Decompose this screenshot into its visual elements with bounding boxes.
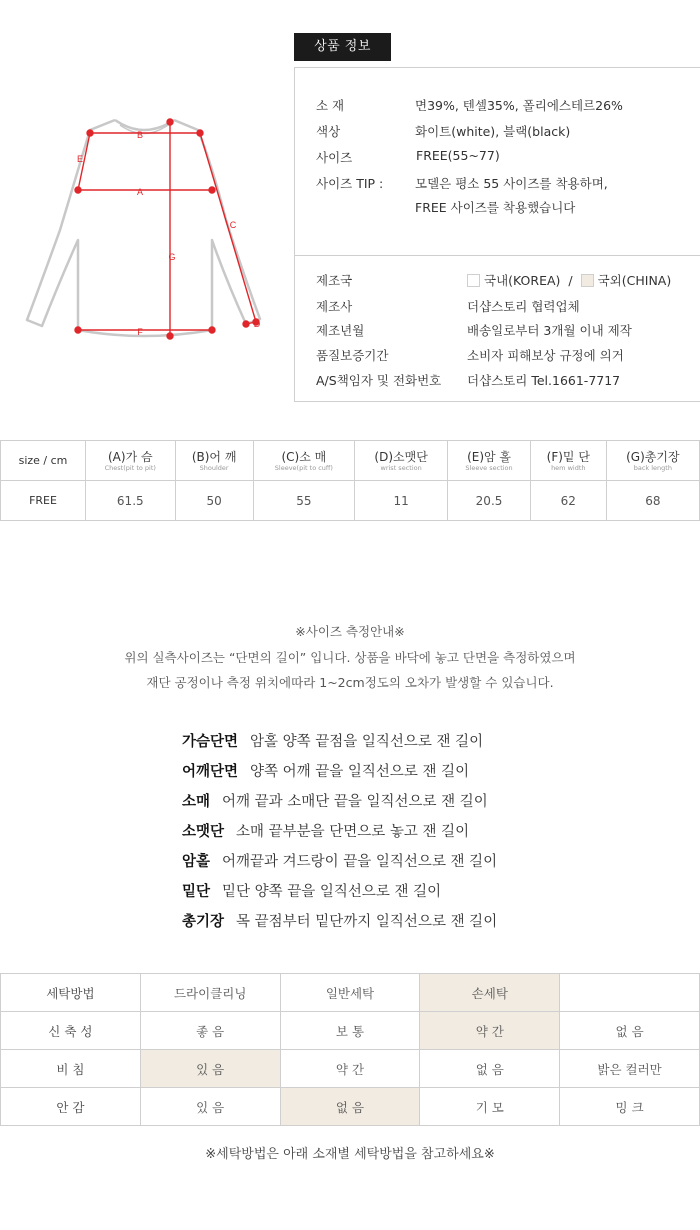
wash-cell: 비 침 <box>1 1050 141 1088</box>
maker-label: 제조사 <box>316 299 353 314</box>
size-col-header <box>86 441 176 481</box>
label-e: E <box>76 154 84 164</box>
notice-line: 재단 공정이나 측정 위치에따라 1~2cm정도의 오차가 발생할 수 있습니다. <box>146 675 554 690</box>
spec-value: 화이트(white), 블랙(black) <box>415 124 571 139</box>
label-d: D <box>253 319 261 329</box>
wash-cell: 없 음 <box>560 1012 700 1050</box>
label-c: C <box>229 220 237 230</box>
definition-desc: 어깨끝과 겨드랑이 끝을 일직선으로 잰 길이 <box>222 854 498 870</box>
size-col-header <box>175 441 253 481</box>
col-subtitle: Chest(pit to pit) <box>104 463 156 472</box>
wash-row <box>1 974 700 1012</box>
wash-row <box>1 1050 700 1088</box>
size-col-header <box>606 441 699 481</box>
col-title: (F)밑 단 <box>546 449 590 464</box>
korea-label: 국내(KOREA) <box>484 273 561 288</box>
maker-value: 더샵스토리 협력업체 <box>467 299 580 314</box>
china-label: 국외(CHINA) <box>597 273 672 288</box>
wash-cell: 있 음 <box>140 1088 280 1126</box>
wash-cell-selected: 없 음 <box>280 1088 420 1126</box>
col-subtitle: Sleeve(pit to cuff) <box>274 463 333 472</box>
spec-label: 색상 <box>316 124 341 139</box>
spec-label: 사이즈 TIP : <box>316 176 384 191</box>
definition-item <box>182 880 497 910</box>
size-name: FREE <box>1 481 86 521</box>
size-header-label: size / cm <box>1 441 86 481</box>
wash-cell: 신 축 성 <box>1 1012 141 1050</box>
origin-label: 제조국 <box>316 273 353 288</box>
measure-labels <box>77 130 261 337</box>
definition-desc: 밑단 양쪽 끝을 일직선으로 잰 길이 <box>222 884 442 900</box>
label-a: A <box>136 187 144 197</box>
label-g: G <box>168 252 176 262</box>
definition-term: 가슴단면 <box>182 734 239 750</box>
size-table <box>0 440 700 521</box>
definition-desc: 목 끝점부터 밑단까지 일직선으로 잰 길이 <box>236 914 498 930</box>
garment-measurement-diagram <box>20 110 280 350</box>
definition-desc: 어깨 끝과 소매단 끝을 일직선으로 잰 길이 <box>222 794 488 810</box>
info-divider <box>295 255 700 256</box>
wash-cell: 기 모 <box>420 1088 560 1126</box>
notice-title: ※사이즈 측정안내※ <box>295 624 405 639</box>
definition-item <box>182 820 497 850</box>
maker-label: A/S책임자 및 전화번호 <box>316 373 442 388</box>
wash-cell <box>560 974 700 1012</box>
wash-cell: 밝은 컬러만 <box>560 1050 700 1088</box>
col-title: (B)어 깨 <box>191 449 237 464</box>
wash-cell: 약 간 <box>280 1050 420 1088</box>
maker-value: 소비자 피해보상 규정에 의거 <box>467 348 624 363</box>
wash-footnote: ※세탁방법은 아래 소재별 세탁방법을 참고하세요※ <box>205 1147 495 1162</box>
section-title: 상품 정보 <box>294 33 391 61</box>
wash-cell-selected: 있 음 <box>140 1050 280 1088</box>
wash-row <box>1 1088 700 1126</box>
spec-value: 모델은 평소 55 사이즈를 착용하며, <box>415 176 608 191</box>
definition-desc: 암홀 양쪽 끝점을 일직선으로 잰 길이 <box>250 734 484 750</box>
wash-cell-selected: 약 간 <box>420 1012 560 1050</box>
size-col-header <box>355 441 448 481</box>
size-col-header <box>530 441 606 481</box>
size-table-header <box>1 441 700 481</box>
wash-cell: 일반세탁 <box>280 974 420 1012</box>
definition-desc: 소매 끝부분을 단면으로 놓고 잰 길이 <box>236 824 470 840</box>
definition-term: 어깨단면 <box>182 764 239 780</box>
definition-desc: 양쪽 어깨 끝을 일직선으로 잰 길이 <box>250 764 470 780</box>
col-title: (G)총기장 <box>626 449 680 464</box>
wash-cell: 세탁방법 <box>1 974 141 1012</box>
spec-label: 사이즈 <box>316 150 353 165</box>
definition-item <box>182 790 497 820</box>
col-subtitle: Sleeve section <box>465 463 513 472</box>
size-col-header <box>253 441 354 481</box>
size-row <box>1 481 700 521</box>
wash-cell: 드라이클리닝 <box>140 974 280 1012</box>
china-checkbox <box>581 274 594 287</box>
korea-checkbox <box>467 274 480 287</box>
col-title: (D)소맷단 <box>374 449 428 464</box>
spec-value: 면39%, 텐셀35%, 폴리에스테르26% <box>415 98 623 113</box>
size-value: 20.5 <box>448 481 531 521</box>
maker-value: 더샵스토리 Tel.1661-7717 <box>467 373 621 388</box>
size-value: 55 <box>253 481 354 521</box>
label-f: F <box>137 327 143 337</box>
definition-term: 총기장 <box>182 914 225 930</box>
size-value: 11 <box>355 481 448 521</box>
col-subtitle: wrist section <box>380 463 422 472</box>
col-subtitle: hem width <box>551 463 586 472</box>
origin-separator: / <box>568 273 573 288</box>
size-col-header <box>448 441 531 481</box>
spec-value: FREE 사이즈를 착용했습니다 <box>415 200 576 215</box>
maker-label: 품질보증기간 <box>316 348 389 363</box>
notice-line: 위의 실측사이즈는 “단면의 길이” 입니다. 상품을 바닥에 놓고 단면을 측정하였으며 <box>124 650 576 665</box>
wash-cell: 없 음 <box>420 1050 560 1088</box>
col-subtitle: back length <box>633 463 672 472</box>
col-subtitle: Shoulder <box>199 463 229 472</box>
size-value: 50 <box>175 481 253 521</box>
measurement-definitions <box>182 730 497 940</box>
wash-cell: 좋 음 <box>140 1012 280 1050</box>
product-info-box <box>294 67 700 402</box>
definition-term: 소매 <box>182 794 211 810</box>
size-value: 62 <box>530 481 606 521</box>
definition-term: 소맷단 <box>182 824 225 840</box>
wash-row <box>1 1012 700 1050</box>
maker-value: 배송일로부터 3개월 이내 제작 <box>467 323 632 338</box>
definition-term: 밑단 <box>182 884 211 900</box>
definition-item <box>182 910 497 940</box>
garment-outline <box>27 120 260 336</box>
wash-table <box>0 973 700 1126</box>
spec-label: 소 재 <box>316 98 345 113</box>
size-value: 68 <box>606 481 699 521</box>
col-title: (C)소 매 <box>281 449 327 464</box>
definition-item <box>182 760 497 790</box>
wash-cell: 밍 크 <box>560 1088 700 1126</box>
wash-cell: 보 통 <box>280 1012 420 1050</box>
origin-options <box>467 271 671 289</box>
col-title: (E)암 홀 <box>467 449 512 464</box>
definition-term: 암홀 <box>182 854 211 870</box>
size-value: 61.5 <box>86 481 176 521</box>
label-b: B <box>136 130 144 140</box>
definition-item <box>182 850 497 880</box>
spec-value: FREE(55~77) <box>416 148 500 163</box>
col-title: (A)가 슴 <box>108 449 153 464</box>
maker-label: 제조년월 <box>316 323 365 338</box>
wash-cell: 안 감 <box>1 1088 141 1126</box>
wash-cell-selected: 손세탁 <box>420 974 560 1012</box>
definition-item <box>182 730 497 760</box>
